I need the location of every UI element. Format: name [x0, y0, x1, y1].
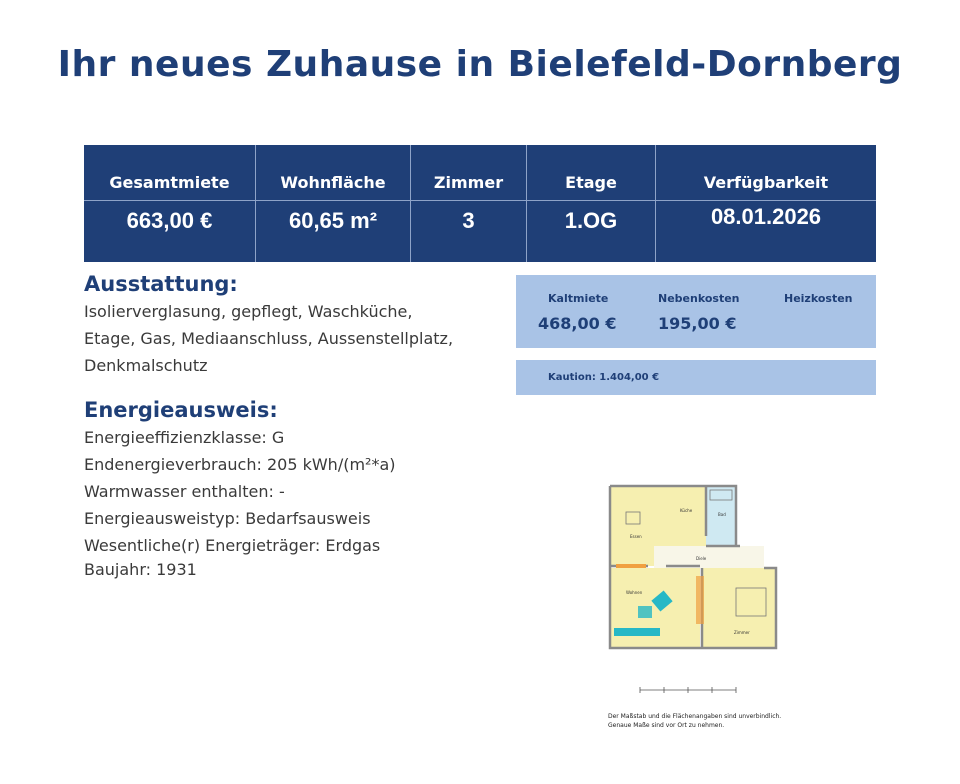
info-label: Gesamtmiete: [84, 145, 255, 201]
ausstattung-text: [84, 298, 504, 379]
ausstattung-line: Etage, Gas, Mediaanschluss, Aussenstellplatz,: [84, 329, 454, 348]
room-label-diele: Diele: [696, 556, 707, 561]
disclaimer-note: [608, 712, 781, 730]
energie-line: Wesentliche(r) Energieträger: Erdgas: [84, 536, 381, 555]
info-value: 3: [462, 208, 475, 233]
ausstattung-line: Denkmalschutz: [84, 356, 208, 375]
info-value: 1.OG: [564, 208, 618, 233]
heizkosten-label: Heizkosten: [784, 292, 853, 305]
cost-breakdown-box: [516, 275, 876, 348]
room-label-kueche: Küche: [680, 508, 693, 513]
info-value: 663,00 €: [126, 208, 213, 233]
sofa-icon: [614, 628, 660, 636]
nebenkosten-value: 195,00 €: [658, 314, 737, 333]
floor-plan: [598, 476, 788, 701]
kaltmiete-value: 468,00 €: [538, 314, 617, 333]
energie-text: [84, 424, 504, 581]
info-value: 60,65 m²: [288, 208, 378, 233]
ausstattung-line: Isolierverglasung, gepflegt, Waschküche,: [84, 302, 413, 321]
info-label: Etage: [527, 145, 655, 201]
floor-zimmer: [702, 568, 776, 648]
info-label: Zimmer: [411, 145, 526, 201]
room-label-wohnen: Wohnen: [626, 590, 643, 595]
kaution-box: Kaution: 1.404,00 €: [516, 360, 876, 395]
energie-line: Endenergieverbrauch: 205 kWh/(m²*a): [84, 455, 396, 474]
room-label-essen: Essen: [630, 534, 642, 539]
energie-line: Warmwasser enthalten: -: [84, 482, 285, 501]
room-label-zimmer: Zimmer: [734, 630, 750, 635]
info-col-wohnflaeche: [256, 145, 411, 262]
info-label: Verfügbarkeit: [656, 145, 876, 201]
info-col-zimmer: [411, 145, 527, 262]
key-facts-table: [84, 145, 876, 262]
info-label: Wohnfläche: [256, 145, 410, 201]
info-col-verfuegbarkeit: [656, 145, 876, 262]
energie-line: Energieeffizienzklasse: G: [84, 428, 285, 447]
info-col-gesamtmiete: [84, 145, 256, 262]
page-title: Ihr neues Zuhause in Bielefeld-Dornberg: [57, 44, 903, 85]
note-line: Der Maßstab und die Flächenangaben sind unverbindlich.: [608, 713, 782, 720]
counter-icon: [616, 564, 646, 568]
nebenkosten-label: Nebenkosten: [658, 292, 740, 305]
ausstattung-heading: Ausstattung:: [84, 272, 238, 296]
note-line: Genaue Maße sind vor Ort zu nehmen.: [608, 722, 725, 729]
energie-line: Energieausweistyp: Bedarfsausweis: [84, 509, 371, 528]
info-value: 08.01.2026: [710, 204, 822, 229]
chair-icon: [638, 606, 652, 618]
room-label-bad: Bad: [718, 512, 726, 517]
wardrobe-icon: [696, 576, 704, 624]
energie-heading: Energieausweis:: [84, 398, 278, 422]
floor-diele: [654, 546, 764, 568]
scale-bar: [640, 687, 736, 693]
kaltmiete-label: Kaltmiete: [548, 292, 609, 305]
info-col-etage: [527, 145, 656, 262]
energie-line: Baujahr: 1931: [84, 560, 197, 579]
